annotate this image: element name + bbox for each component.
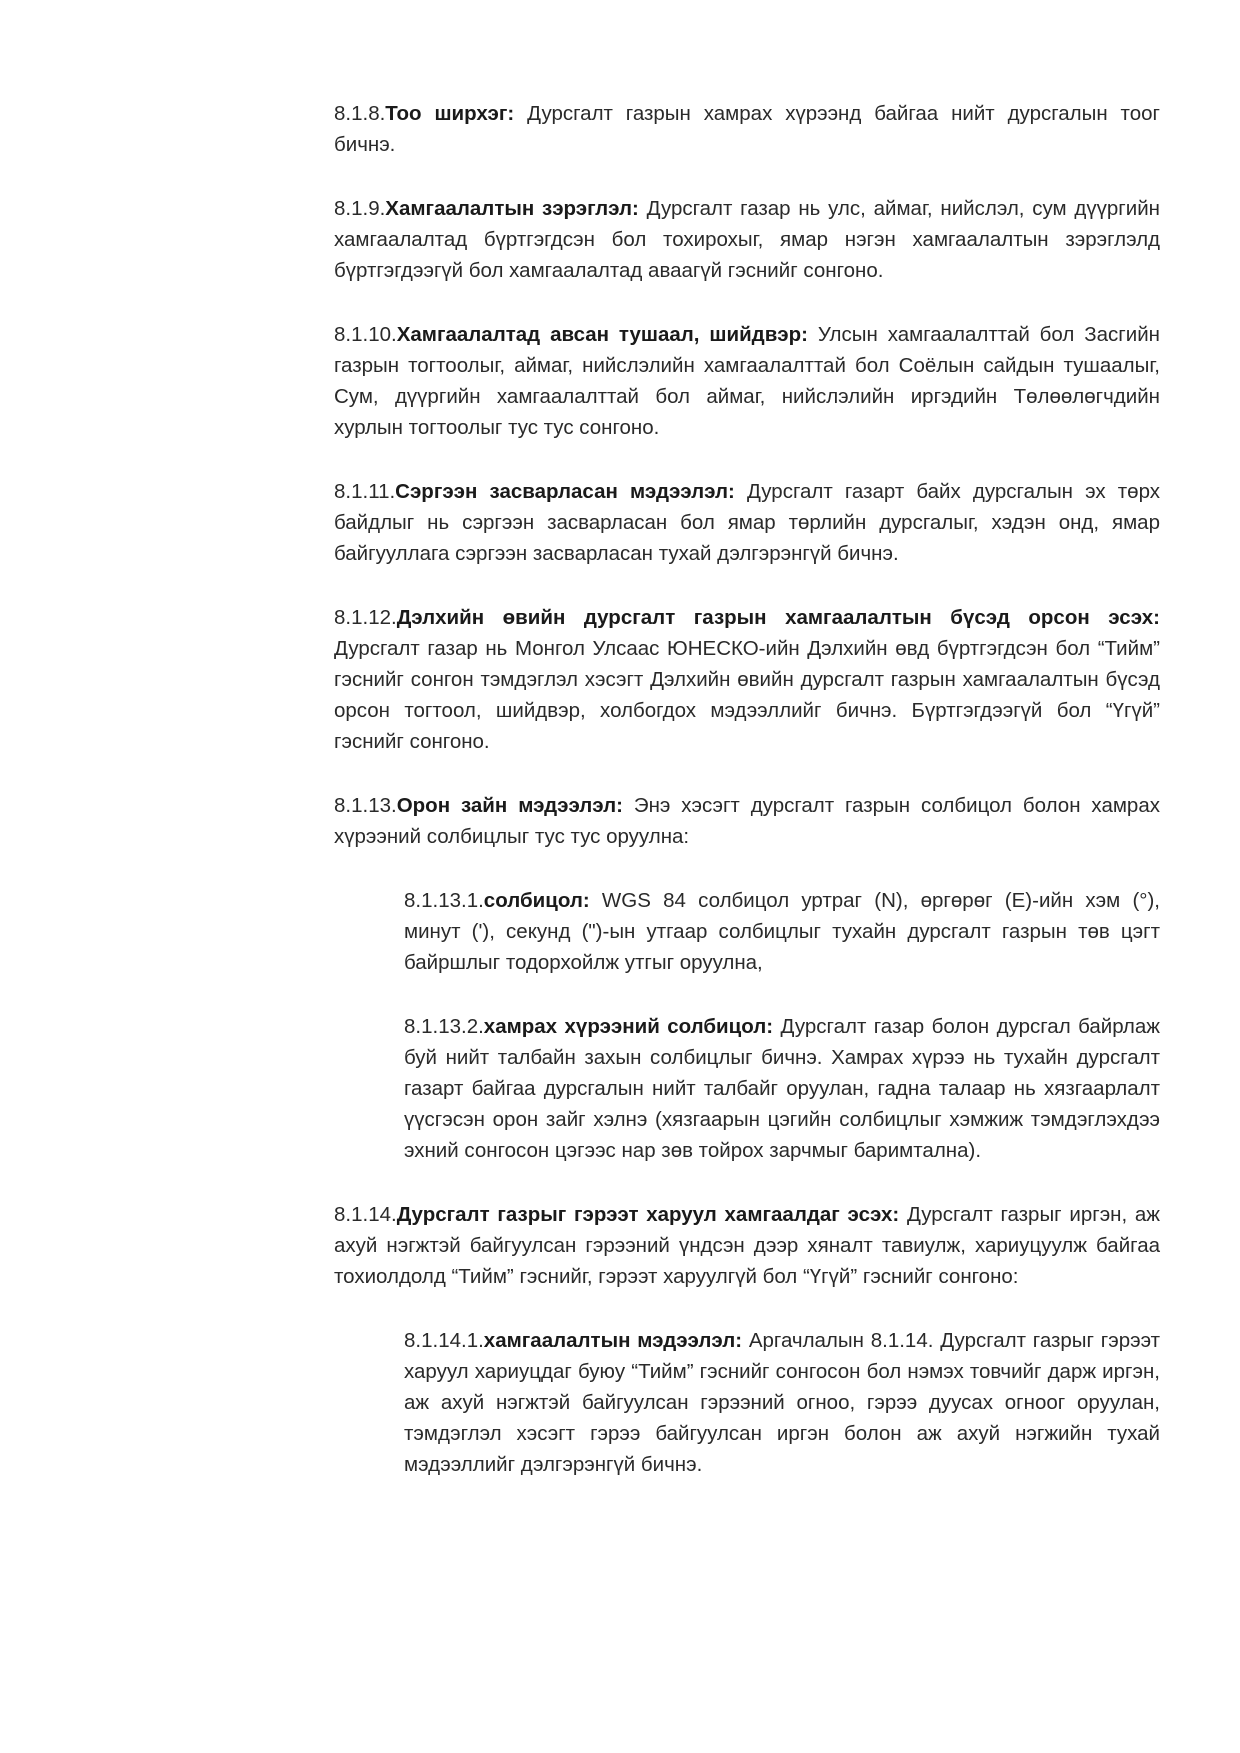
clause-term: Хамгаалалтад авсан тушаал, шийдвэр: <box>396 323 808 346</box>
paragraph-8-1-14 <box>334 1199 1160 1292</box>
clause-term: солбицол: <box>483 889 590 912</box>
paragraph-8-1-10 <box>334 319 1160 443</box>
paragraph-8-1-12 <box>334 602 1160 757</box>
clause-number: 8.1.13. <box>334 794 397 817</box>
clause-number: 8.1.13.2. <box>404 1015 484 1038</box>
clause-text: WGS 84 солбицол уртраг (N), өргөрөг (E)-ийн хэм (°), минут ('), секунд (")-ын утгаар солбицлыг тухайн дурсгалт газрын төв цэгт байршлыг тодорхойлж утгыг оруулна, <box>404 889 1160 974</box>
clause-text: Аргачлалын 8.1.14. Дурсгалт газрыг гэрээт харуул хариуцдаг буюу “Тийм” гэснийг сонгосон бол нэмэх товчийг дарж иргэн, аж ахуй нэгжтэй байгуулсан гэрээний огноо, гэрээ дуусах огноог оруулан, тэмдэглэл хэсэгт гэрээ байгуулсан иргэн болон аж ахуй нэгжийн тухай мэдээллийг дэлгэрэнгүй бичнэ. <box>404 1329 1160 1476</box>
clause-number: 8.1.14. <box>334 1203 397 1226</box>
clause-term: Орон зайн мэдээлэл: <box>396 794 623 817</box>
clause-text: Дурсгалт газрын хамрах хүрээнд байгаа нийт дурсгалын тоог бичнэ. <box>334 102 1160 156</box>
paragraph-8-1-11 <box>334 476 1160 569</box>
clause-number: 8.1.13.1. <box>404 889 484 912</box>
clause-text: Улсын хамгаалалттай бол Засгийн газрын тогтоолыг, аймаг, нийслэлийн хамгаалалттай бол Соёлын сайдын тушаалыг, Сум, дүүргийн хамгаалалттай бол аймаг, нийслэлийн иргэдийн Төлөөлөгчдийн хурлын тогтоолыг тус тус сонгоно. <box>334 323 1160 439</box>
clause-term: Дурсгалт газрыг гэрээт харуул хамгаалдаг эсэх: <box>396 1203 900 1226</box>
clause-term: Сэргээн засварласан мэдээлэл: <box>395 480 735 503</box>
clause-term: Тоо ширхэг: <box>385 102 515 125</box>
clause-number: 8.1.14.1. <box>404 1329 484 1352</box>
clause-text: Дурсгалт газар нь улс, аймаг, нийслэл, сум дүүргийн хамгаалалтад бүртгэгдсэн бол тохирохыг, ямар нэгэн хамгаалалтын зэрэглэлд бүртгэгдээгүй бол хамгаалалтад аваагүй гэснийг сонгоно. <box>334 197 1160 282</box>
clause-term: хамгаалалтын мэдээлэл: <box>483 1329 743 1352</box>
clause-text: Дурсгалт газар нь Монгол Улсаас ЮНЕСКО-ийн Дэлхийн өвд бүртгэгдсэн бол “Тийм” гэснийг сонгон тэмдэглэл хэсэгт Дэлхийн өвийн дурсгалт газрын хамгаалалтын бүсэд орсон тогтоол, шийдвэр, холбогдох мэдээллийг бичнэ. Бүртгэгдээгүй бол “Үгүй” гэснийг сонгоно. <box>334 637 1160 753</box>
paragraph-8-1-13-2 <box>404 1011 1160 1166</box>
paragraph-8-1-9 <box>334 193 1160 286</box>
paragraph-8-1-13-1 <box>404 885 1160 978</box>
clause-number: 8.1.12. <box>334 606 397 629</box>
clause-text: Дурсгалт газар болон дурсгал байрлаж буй нийт талбайн захын солбицлыг бичнэ. Хамрах хүрээ нь тухайн дурсгалт газарт байгаа дурсгалын нийт талбайг оруулан, гадна талаар нь хязгаарлалт үүсгэсэн орон зайг хэлнэ (хязгаарын цэгийн солбицлыг хэмжиж тэмдэглэхдээ эхний сонгосон цэгээс нар зөв тойрох зарчмыг баримтална). <box>404 1015 1160 1162</box>
clause-text: Дурсгалт газрыг иргэн, аж ахуй нэгжтэй байгуулсан гэрээний үндсэн дээр хяналт тавиулж, хариуцуулж байгаа тохиолдолд “Тийм” гэснийг, гэрээт харуулгүй бол “Үгүй” гэснийг сонгоно: <box>334 1203 1160 1288</box>
paragraph-8-1-13 <box>334 790 1160 852</box>
clause-number: 8.1.9. <box>334 197 386 220</box>
clause-text: Дурсгалт газарт байх дурсгалын эх төрх байдлыг нь сэргээн засварласан бол ямар төрлийн дурсгалыг, хэдэн онд, ямар байгууллага сэргээн засварласан тухай дэлгэрэнгүй бичнэ. <box>334 480 1160 565</box>
clause-term: Хамгаалалтын зэрэглэл: <box>385 197 639 220</box>
paragraph-8-1-14-1 <box>404 1325 1160 1480</box>
clause-number: 8.1.11. <box>334 480 396 503</box>
clause-term: хамрах хүрээний солбицол: <box>483 1015 774 1038</box>
clause-text: Энэ хэсэгт дурсгалт газрын солбицол болон хамрах хүрээний солбицлыг тус тус оруулна: <box>334 794 1160 848</box>
clause-term: Дэлхийн өвийн дурсгалт газрын хамгаалалтын бүсэд орсон эсэх: <box>396 606 1160 629</box>
paragraph-8-1-8 <box>334 98 1160 160</box>
clause-number: 8.1.10. <box>334 323 397 346</box>
clause-number: 8.1.8. <box>334 102 386 125</box>
